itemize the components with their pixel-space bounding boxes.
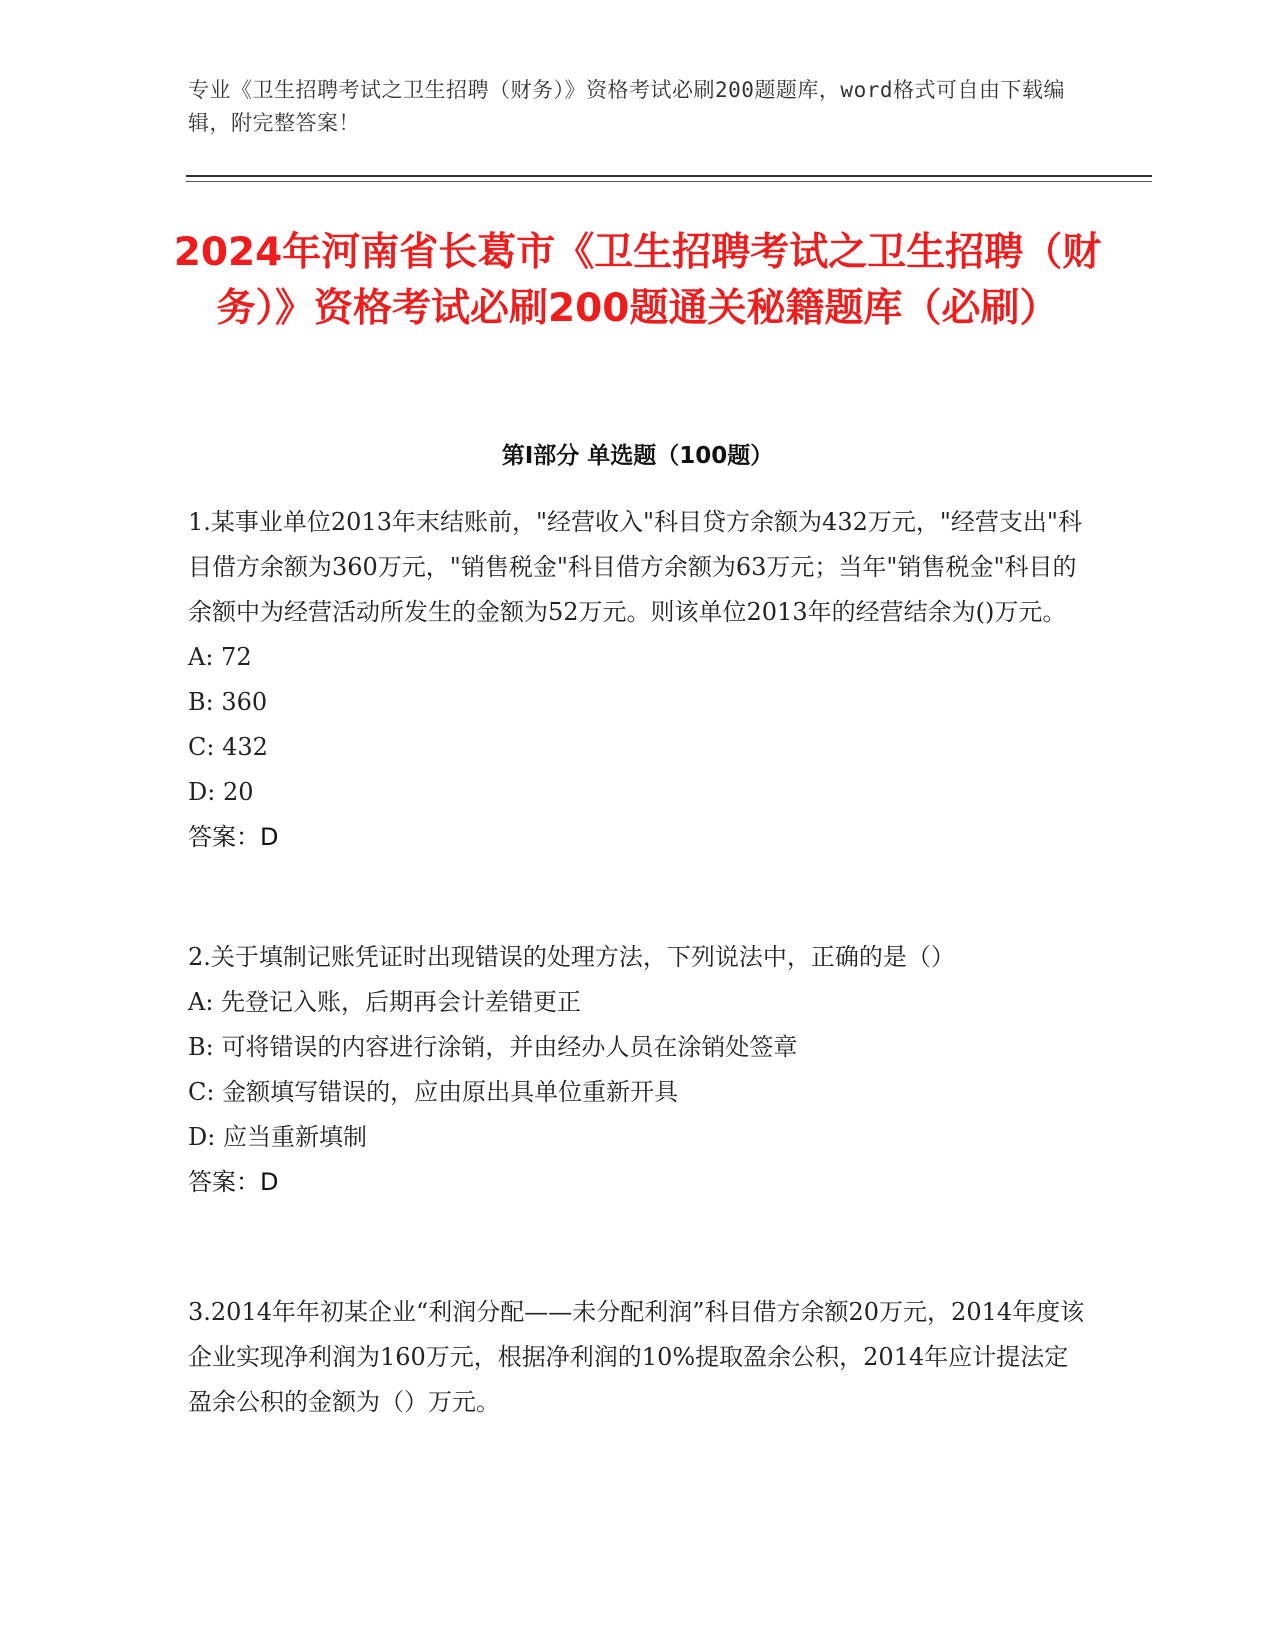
answer-line: 答案：D	[188, 823, 279, 851]
header-divider-thick	[186, 175, 1152, 177]
question-stem: 2.关于填制记账凭证时出现错误的处理方法，下列说法中，正确的是（）	[188, 943, 955, 971]
option-c: C: 金额填写错误的，应由原出具单位重新开具	[188, 1078, 679, 1106]
document-header-note: 专业《卫生招聘考试之卫生招聘（财务）》资格考试必刷200题题库，word格式可自由下载编辑，附完整答案！	[188, 78, 1065, 135]
header-divider-thin	[186, 181, 1152, 182]
document-title: 2024年河南省长葛市《卫生招聘考试之卫生招聘（财务）》资格考试必刷200题通关秘籍题库（必刷）	[173, 230, 1102, 331]
option-d: D: 应当重新填制	[188, 1123, 367, 1151]
answer-line: 答案：D	[188, 1168, 279, 1196]
option-a: A: 先登记入账，后期再会计差错更正	[188, 988, 582, 1016]
option-a: A: 72	[188, 643, 252, 671]
question-3	[188, 1290, 1088, 1425]
option-b: B: 可将错误的内容进行涂销，并由经办人员在涂销处签章	[188, 1033, 798, 1061]
option-c: C: 432	[188, 733, 268, 761]
option-d: D: 20	[188, 778, 254, 806]
question-stem: 1.某事业单位2013年末结账前，"经营收入"科目贷方余额为432万元，"经营支出"科目借方余额为360万元，"销售税金"科目借方余额为63万元；当年"销售税金"科目的余额中为经营活动所发生的金额为52万元。则该单位2013年的经营结余为()万元。	[188, 508, 1082, 626]
question-2	[188, 935, 1088, 1205]
question-stem: 3.2014年年初某企业“利润分配——未分配利润”科目借方余额20万元，2014年度该企业实现净利润为160万元，根据净利润的10%提取盈余公积，2014年应计提法定盈余公积的金额为（）万元。	[188, 1298, 1085, 1416]
section-heading: 第Ⅰ部分 单选题（100题）	[501, 443, 774, 469]
question-1	[188, 500, 1088, 860]
option-b: B: 360	[188, 688, 268, 716]
